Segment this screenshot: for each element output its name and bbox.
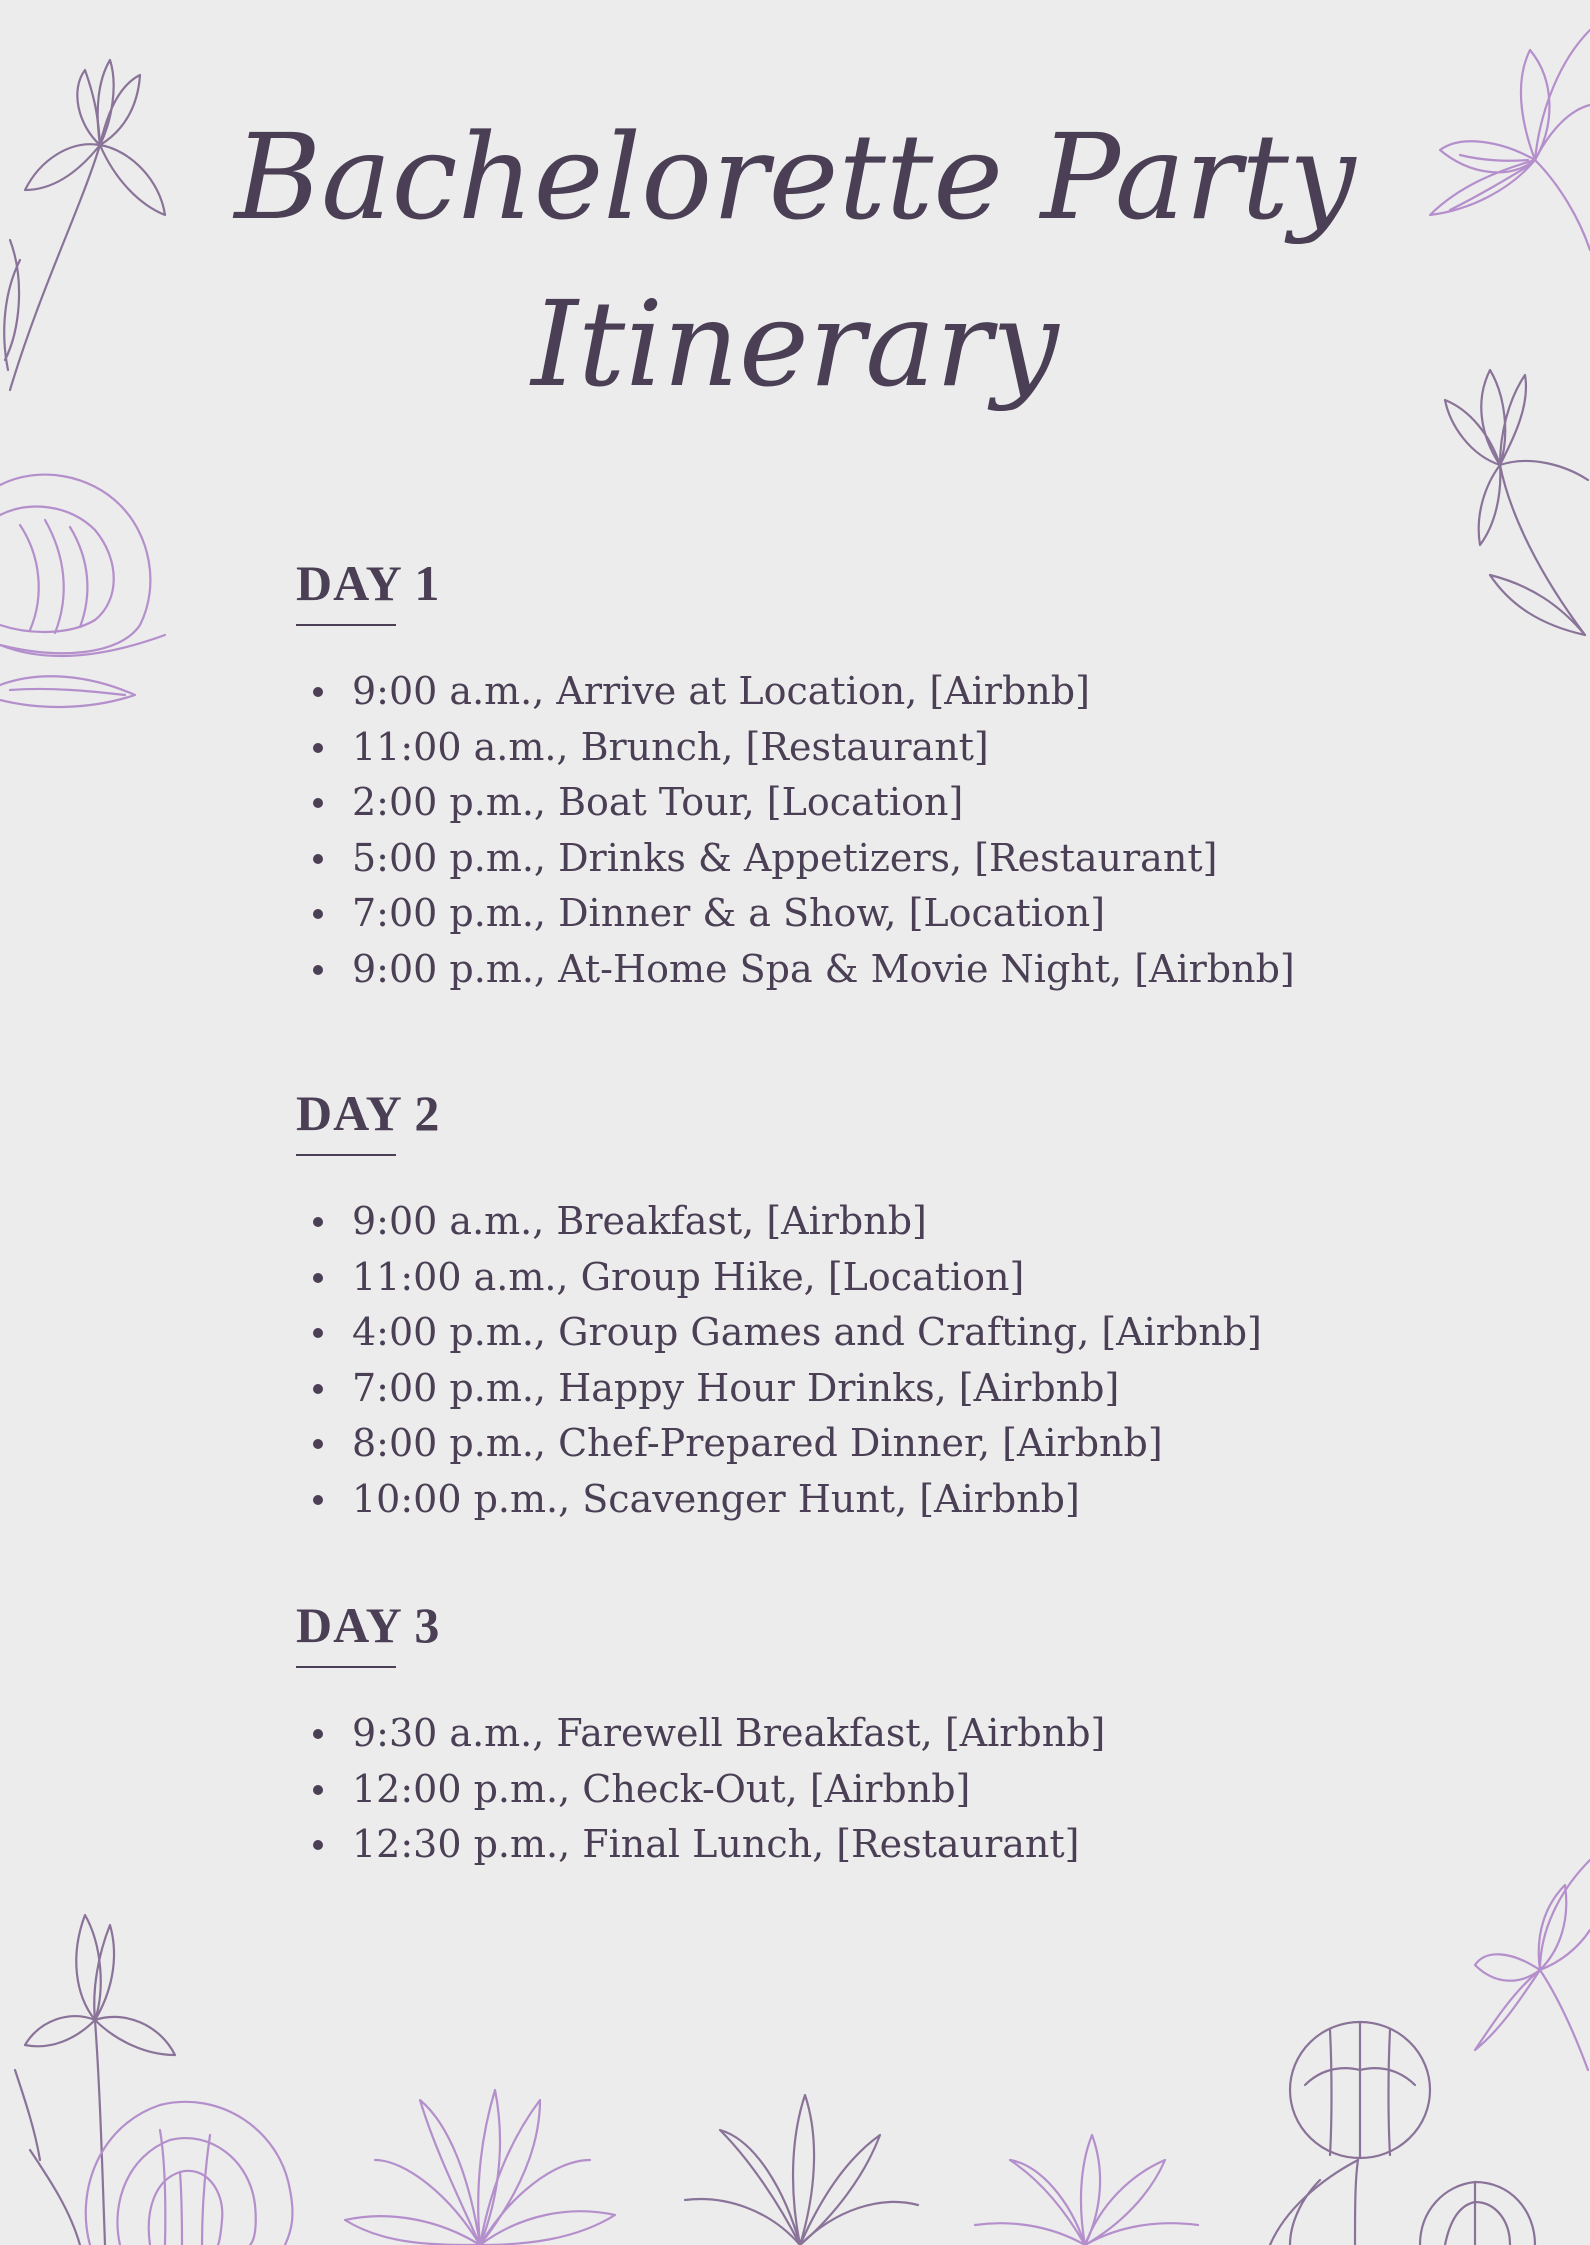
schedule-item-text: 8:00 p.m., Chef-Prepared Dinner, [Airbnb] bbox=[352, 1421, 1163, 1465]
schedule-item-text: 9:00 a.m., Arrive at Location, [Airbnb] bbox=[352, 669, 1090, 713]
left-peony-illustration bbox=[0, 455, 180, 725]
schedule-item bbox=[296, 1762, 1296, 1818]
schedule-item-text: 12:00 p.m., Check-Out, [Airbnb] bbox=[352, 1766, 971, 1811]
schedule-item bbox=[296, 886, 1296, 942]
bullet-icon bbox=[313, 1273, 323, 1283]
bullet-icon bbox=[313, 1729, 323, 1739]
page-title-line-1: Bachelorette Party bbox=[234, 108, 1356, 246]
day-1-section bbox=[296, 555, 1296, 997]
schedule-item bbox=[296, 1250, 1296, 1306]
bullet-icon bbox=[313, 743, 323, 753]
schedule-item bbox=[296, 1361, 1296, 1417]
bullet-icon bbox=[313, 1328, 323, 1338]
schedule-item-text: 9:00 p.m., At-Home Spa & Movie Night, [Airbnb] bbox=[352, 946, 1295, 991]
schedule-item bbox=[296, 942, 1296, 998]
day-3-schedule-list bbox=[296, 1706, 1296, 1873]
schedule-item bbox=[296, 831, 1296, 887]
page-title-line-2: Itinerary bbox=[531, 275, 1059, 413]
schedule-item-text: 12:30 p.m., Final Lunch, [Restaurant] bbox=[352, 1822, 1080, 1866]
day-2-heading: DAY 2 bbox=[296, 1085, 441, 1141]
day-1-underline bbox=[296, 624, 396, 626]
schedule-item-text: 2:00 p.m., Boat Tour, [Location] bbox=[352, 780, 964, 824]
day-2-schedule-list bbox=[296, 1194, 1296, 1527]
right-tulip-illustration bbox=[1430, 355, 1590, 675]
bullet-icon bbox=[313, 965, 323, 975]
schedule-item bbox=[296, 1416, 1296, 1472]
day-1-schedule-list bbox=[296, 664, 1296, 997]
schedule-item-text: 11:00 a.m., Brunch, [Restaurant] bbox=[352, 724, 989, 769]
schedule-item bbox=[296, 1472, 1296, 1528]
bottom-center-right-flower-illustration bbox=[970, 2130, 1200, 2245]
bullet-icon bbox=[313, 1384, 323, 1394]
bottom-center-tulip-illustration bbox=[680, 2080, 920, 2245]
bottom-left-peony-illustration bbox=[70, 2080, 300, 2245]
bullet-icon bbox=[313, 1217, 323, 1227]
schedule-item-text: 10:00 p.m., Scavenger Hunt, [Airbnb] bbox=[352, 1476, 1080, 1521]
right-side-flower-illustration bbox=[1470, 1850, 1590, 2090]
bullet-icon bbox=[313, 909, 323, 919]
day-3-underline bbox=[296, 1666, 396, 1668]
bottom-center-flower-illustration bbox=[340, 2080, 620, 2245]
schedule-item-text: 5:00 p.m., Drinks & Appetizers, [Restaurant] bbox=[352, 835, 1218, 880]
bullet-icon bbox=[313, 1439, 323, 1449]
schedule-item-text: 11:00 a.m., Group Hike, [Location] bbox=[352, 1254, 1025, 1299]
schedule-item-text: 9:00 a.m., Breakfast, [Airbnb] bbox=[352, 1199, 927, 1243]
schedule-item-text: 7:00 p.m., Happy Hour Drinks, [Airbnb] bbox=[352, 1365, 1120, 1410]
bullet-icon bbox=[313, 1785, 323, 1795]
schedule-item bbox=[296, 1305, 1296, 1361]
schedule-item bbox=[296, 775, 1296, 831]
bullet-icon bbox=[313, 854, 323, 864]
schedule-item bbox=[296, 1817, 1296, 1873]
bullet-icon bbox=[313, 1840, 323, 1850]
schedule-item bbox=[296, 1706, 1296, 1762]
day-2-section bbox=[296, 1085, 1296, 1527]
schedule-item-text: 4:00 p.m., Group Games and Crafting, [Airbnb] bbox=[352, 1310, 1262, 1354]
bullet-icon bbox=[313, 798, 323, 808]
schedule-item bbox=[296, 664, 1296, 720]
day-3-heading: DAY 3 bbox=[296, 1597, 441, 1653]
schedule-item-text: 9:30 a.m., Farewell Breakfast, [Airbnb] bbox=[352, 1711, 1106, 1755]
day-1-heading: DAY 1 bbox=[296, 555, 441, 611]
schedule-item-text: 7:00 p.m., Dinner & a Show, [Location] bbox=[352, 891, 1106, 935]
schedule-item bbox=[296, 1194, 1296, 1250]
schedule-item bbox=[296, 720, 1296, 776]
day-2-underline bbox=[296, 1154, 396, 1156]
bullet-icon bbox=[313, 1495, 323, 1505]
day-3-section bbox=[296, 1597, 1296, 1873]
bullet-icon bbox=[313, 687, 323, 697]
